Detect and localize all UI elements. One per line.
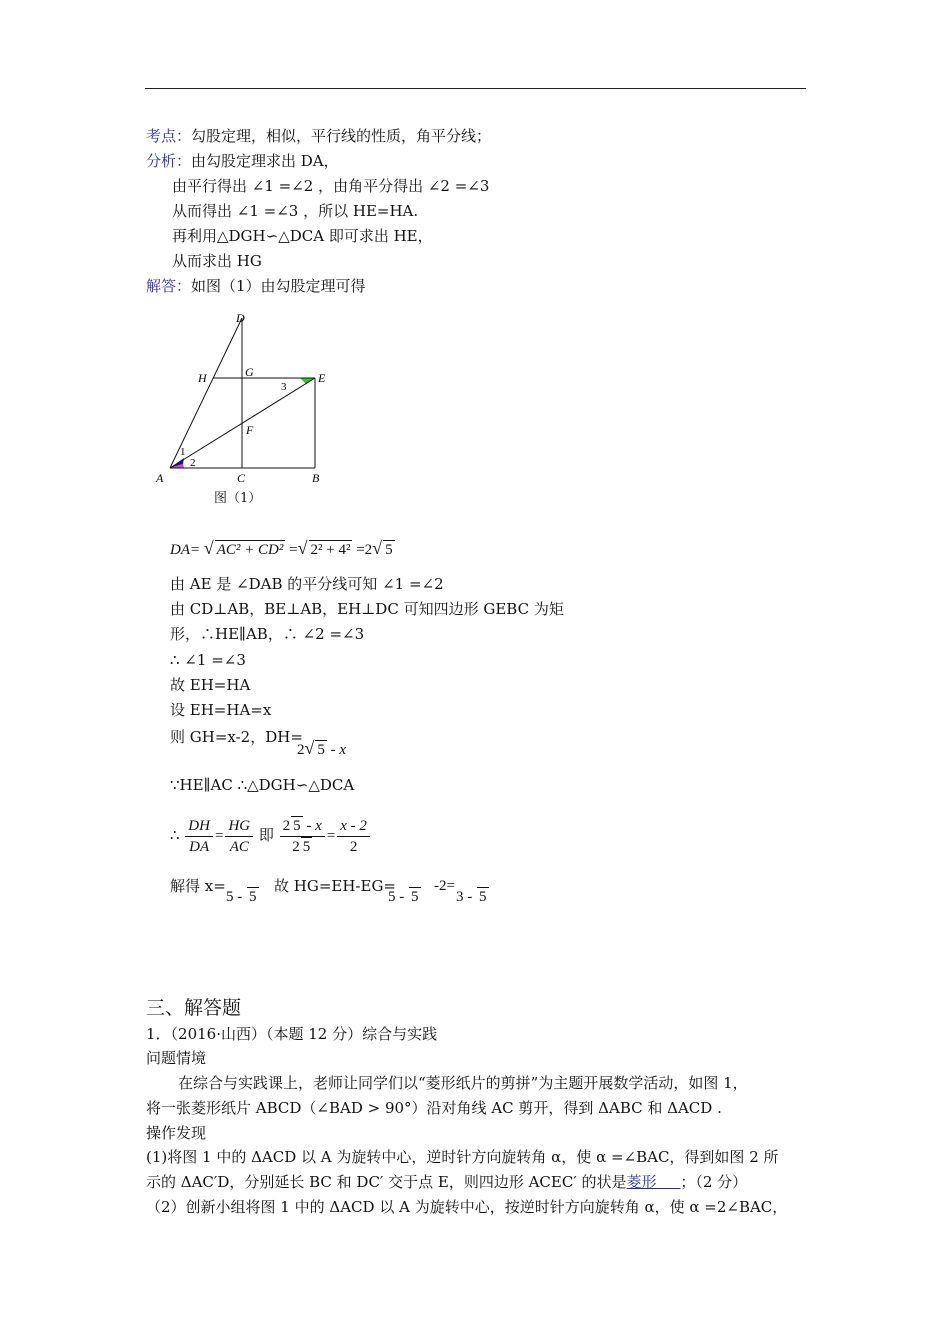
hg-value-2 [456,887,489,907]
top-rule [145,88,806,89]
f1-den: DA [189,839,210,856]
label-D: D [236,311,245,325]
ji-word: 即 [258,826,274,844]
da-eq3: =2 [356,542,373,558]
radical-sign-icon: √ [203,538,214,558]
f3-num-pre: 2 [282,818,291,835]
hg-value-1 [388,887,421,907]
da-eq2: = [289,542,298,558]
hg2-pre: 3 - [456,889,476,905]
para-4b: ；（2 分） [680,1173,748,1191]
hg2-rad: 5 [479,889,487,905]
therefore-sign: ∴ [170,828,180,844]
label-H: H [198,371,207,385]
para-4 [146,1172,747,1192]
figure-caption: 图（1） [214,491,262,506]
dh-pre: 2 [297,742,305,758]
sol-line-6: 故 EH=HA [170,676,251,694]
fenxi-line-3: 再利用△DGH∽△DCA 即可求出 HE， [172,227,433,245]
f3-num-post: - x [302,818,322,835]
para-1: 在综合与实践课上，老师让同学们以“菱形纸片的剪拼”为主题开展数学活动，如图 1， [178,1074,748,1092]
fenxi-label: 分析： [146,152,192,170]
hg-label: 故 HG=EH-EG= [274,877,396,895]
f4-den: 2 [349,839,358,856]
para-5: （2）创新小组将图 1 中的 ΔACD 以 A 为旋转中心，按逆时针方向旋转角 α，使 α =2∠BAC， [146,1198,788,1216]
kaodian-text: 勾股定理，相似，平行线的性质，角平分线； [191,127,492,145]
sol-line-5: ∴ ∠1 =∠3 [170,651,246,669]
f3-den-rad: 5 [302,839,311,856]
label-C: C [237,471,246,485]
fraction-x2 [337,816,370,857]
sol-line-11 [170,876,226,896]
fenxi-line-2: 从而得出 ∠1 =∠3 ，所以 HE=HA. [172,202,419,220]
f2-num: HG [225,816,253,837]
f3-den-pre: 2 [292,839,300,856]
fenxi-line [146,151,339,171]
sol-line-7: 设 EH=HA=x [170,701,272,719]
kaodian-line [146,126,491,146]
fenxi-line-0: 由勾股定理求出 DA， [191,152,339,170]
label-angle2: 2 [190,457,196,469]
label-angle1: 1 [180,446,186,458]
da-rad3: 5 [385,542,393,558]
sol-line-8a: 则 GH=x-2，DH= [170,728,303,746]
f2-den: AC [229,839,249,856]
radical-sign-icon: √ [304,738,315,758]
caozuo-heading: 操作发现 [146,1124,207,1142]
x-value [226,887,259,907]
label-B: B [312,471,320,485]
para-3: (1)将图 1 中的 ΔACD 以 A 为旋转中心，逆时针方向旋转角 α，使 α =∠BAC，得到如图 2 所 [146,1148,779,1166]
sol-line-2: 由 AE 是 ∠DAB 的平分线可知 ∠1 =∠2 [170,575,444,593]
label-G: G [245,365,254,379]
x-pre: 5 - [226,889,246,905]
sol-line-9: ∵HE∥AC ∴△DGH∽△DCA [170,776,355,794]
sol-line-8 [170,727,303,747]
dh-post: - x [326,742,347,758]
sol-line-4: 形，∴HE∥AB，∴ ∠2 =∠3 [170,625,365,643]
kaodian-label: 考点： [146,127,192,145]
dh-value [297,738,346,760]
hg1-rad: 5 [411,889,419,905]
sol-line-3: 由 CD⊥AB，BE⊥AB，EH⊥DC 可知四边形 GEBC 为矩 [170,600,564,618]
da-equation [170,530,395,568]
para-4a: 示的 ΔAC′D，分别延长 BC 和 DC′ 交于点 E，则四边形 ACEC′ 的状是 [146,1173,627,1191]
radical-sign-icon: √ [297,538,308,558]
da-rad2: 2² + 4² [310,542,351,558]
label-E: E [318,371,326,385]
hg-minus2: -2= [434,878,455,894]
para-2: 将一张菱形纸片 ABCD（∠BAD > 90°）沿对角线 AC 剪开，得到 ΔABC 和 ΔACD . [146,1099,722,1117]
da-rad1: AC² + CD² [216,542,284,558]
dh-rad: 5 [317,742,325,758]
f4-num: x - 2 [337,816,370,837]
x-solution-label: 解得 x= [170,877,226,895]
fraction-rad [280,816,325,857]
fraction-dh-da [185,816,213,857]
jieda-label: 解答： [146,277,192,295]
answer-blank: 菱形 [626,1173,657,1191]
radical-sign-icon: √ [372,538,383,558]
q1-head: 1．（2016·山西）（本题 12 分）综合与实践 [146,1025,438,1043]
hg1-pre: 5 - [388,889,408,905]
wenti-heading: 问题情境 [146,1049,207,1067]
f3-num-rad: 5 [293,818,301,835]
proportion-line: ∴ $\frac{DH}{DA}$ = $\frac{HG}{AC}$ 即 $\frac{2 5 - x}{2 5}$ = $\frac{x - 2}{2}$ [170,812,372,859]
fraction-hg-ac [225,816,253,857]
fenxi-line-1: 由平行得出 ∠1 =∠2 ，由角平分得出 ∠2 =∠3 [172,177,490,195]
section-title: 三、解答题 [146,997,242,1019]
jieda-line [146,276,366,296]
geometry-figure [150,306,340,506]
label-F: F [246,423,254,437]
x-rad: 5 [249,889,257,905]
jieda-text: 如图（1）由勾股定理可得 [191,277,366,295]
f1-num: DH [185,816,213,837]
label-angle3: 3 [281,381,287,393]
da-lhs: DA= [170,542,201,558]
fenxi-line-4: 从而求出 HG [172,252,262,270]
label-A: A [156,471,164,485]
